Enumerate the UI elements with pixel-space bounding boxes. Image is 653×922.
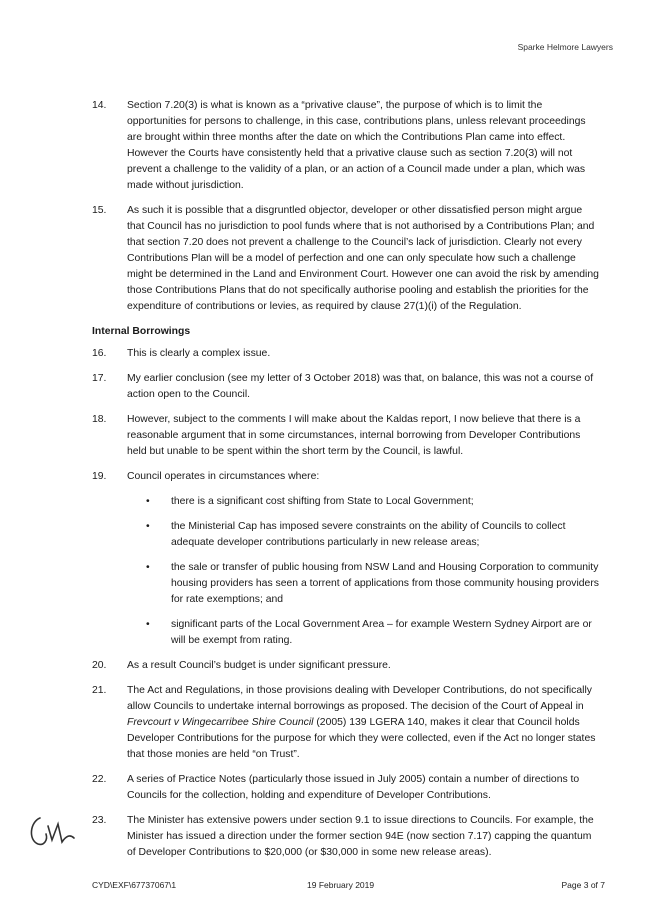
bullet-text: significant parts of the Local Government Area – for example Western Sydney Airport are or will be exempt from rating. — [171, 619, 592, 646]
paragraph-22 — [92, 772, 602, 804]
paragraph-number: 14. — [92, 100, 107, 111]
bullet-text: there is a significant cost shifting from State to Local Government; — [171, 496, 474, 507]
section-heading: Internal Borrowings — [92, 326, 191, 337]
paragraph-text: My earlier conclusion (see my letter of 3 October 2018) was that, on balance, this was not a course of action open to the Council. — [127, 373, 594, 400]
bullet-text: the Ministerial Cap has imposed severe constraints on the ability of Councils to collect adequate developer contributions particularly in new release areas; — [171, 521, 566, 548]
paragraph-text: However, subject to the comments I will make about the Kaldas report, I now believe that there is a reasonable argument that in some circumstances, internal borrowing from Developer Contributions held but unable to be spent within the short term by the Council, is lawful. — [127, 414, 581, 457]
paragraph-23 — [92, 813, 602, 861]
paragraph-text: As a result Council’s budget is under significant pressure. — [127, 660, 391, 671]
paragraph-text: A series of Practice Notes (particularly those issued in July 2005) contain a number of directions to Councils for the collection, holding and expenditure of Developer Contributions. — [127, 774, 580, 801]
paragraph-number: 15. — [92, 205, 107, 216]
bullet-icon: • — [146, 562, 150, 573]
body-text — [92, 98, 602, 870]
paragraph-number: 18. — [92, 414, 107, 425]
case-name: Frevcourt v Wingecarribee Shire Council — [127, 717, 314, 728]
footer-page-number: Page 3 of 7 — [561, 880, 605, 890]
paragraph-17 — [92, 371, 602, 403]
header-firm-name: Sparke Helmore Lawyers — [517, 42, 613, 52]
paragraph-text-start: The Act and Regulations, in those provisions dealing with Developer Contributions, do not specifically allow Councils to undertake internal borrowings as proposed. The decision of the Court of Appeal in — [127, 685, 592, 712]
paragraph-14 — [92, 98, 602, 194]
bullet-icon: • — [146, 496, 150, 507]
paragraph-18 — [92, 412, 602, 460]
paragraph-number: 16. — [92, 348, 107, 359]
paragraph-number: 17. — [92, 373, 107, 384]
footer-reference: CYD\EXF\67737067\1 — [92, 880, 177, 890]
bullet-list — [92, 494, 602, 649]
footer-date: 19 February 2019 — [307, 880, 375, 890]
bullet-item — [92, 560, 602, 608]
paragraph-text: Section 7.20(3) is what is known as a “privative clause”, the purpose of which is to limit the opportunities for persons to challenge, in this case, contributions plans, unless relevant proceedings are brought within three months after the date on which the Contributions Plan came into effect. However the Courts have consistently held that a privative clause such as section 7.20(3) will not prevent a challenge to the validity of a plan, or an action of a Council made under a plan, which was made without jurisdiction. — [127, 100, 586, 191]
bullet-icon: • — [146, 521, 150, 532]
paragraph-number: 19. — [92, 471, 107, 482]
bullet-item — [92, 519, 602, 551]
paragraph-number: 20. — [92, 660, 107, 671]
handwritten-initials — [26, 810, 78, 852]
paragraph-21 — [92, 683, 602, 763]
paragraph-text: Council operates in circumstances where: — [127, 471, 320, 482]
paragraph-text-end: (2005) 139 LGERA 140, makes it clear that Council holds Developer Contributions for the purpose for which they were collected, even if the Act no longer states that those monies are held “on Trust”. — [127, 717, 596, 760]
paragraph-number: 22. — [92, 774, 107, 785]
paragraph-16 — [92, 346, 602, 362]
paragraph-15 — [92, 203, 602, 315]
paragraph-20 — [92, 658, 602, 674]
bullet-item — [92, 494, 602, 510]
bullet-item — [92, 617, 602, 649]
paragraph-text: This is clearly a complex issue. — [127, 348, 271, 359]
paragraph-text: The Minister has extensive powers under section 9.1 to issue directions to Councils. For example, the Minister has issued a direction under the former section 94E (now section 7.17) capping the quantum of Developer Contributions to $20,000 (or $30,000 in some new release areas). — [127, 815, 594, 858]
paragraph-19 — [92, 469, 602, 485]
bullet-icon: • — [146, 619, 150, 630]
paragraph-text: As such it is possible that a disgruntled objector, developer or other dissatisfied person might argue that Council has no jurisdiction to pool funds where that is not authorised by a Contributions Plan; and that section 7.20 does not prevent a challenge to the Council’s lack of jurisdiction. Clearly not every Contributions Plan will be a model of perfection and one can only speculate how such a challenge might be determined in the Land and Environment Court. However one can avoid the risk by amending those Contributions Plans that do not specifically authorise pooling and establish the priorities for the expenditure of contributions or levies, as required by clause 27(1)(i) of the Regulation. — [127, 205, 599, 312]
paragraph-number: 21. — [92, 685, 107, 696]
paragraph-number: 23. — [92, 815, 107, 826]
bullet-text: the sale or transfer of public housing from NSW Land and Housing Corporation to community housing providers has seen a torrent of applications from those community housing providers for rate exemptions; and — [171, 562, 599, 605]
